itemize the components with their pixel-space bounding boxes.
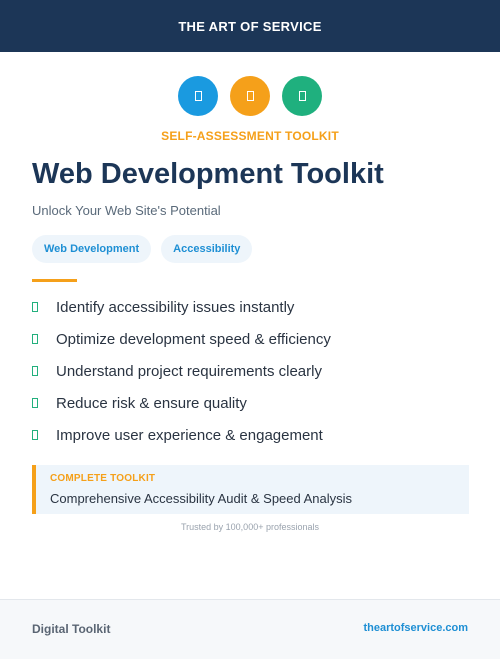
check-icon <box>32 334 38 344</box>
feature-text: Improve user experience & engagement <box>56 426 323 444</box>
eyebrow-label: SELF-ASSESSMENT TOOLKIT <box>161 129 339 143</box>
document-icon <box>247 91 254 101</box>
feature-text: Optimize development speed & efficiency <box>56 330 331 348</box>
document-icon <box>195 91 202 101</box>
accent-divider <box>32 279 77 282</box>
check-icon <box>32 302 38 312</box>
tag-accessibility: Accessibility <box>161 235 252 263</box>
footer-label: Digital Toolkit <box>32 622 111 636</box>
feature-item <box>32 323 331 355</box>
feature-item <box>32 419 331 451</box>
page-title: Web Development Toolkit <box>32 158 384 190</box>
feature-text: Identify accessibility issues instantly <box>56 298 295 316</box>
feature-text: Reduce risk & ensure quality <box>56 394 247 412</box>
document-icon <box>299 91 306 101</box>
header-bar <box>0 0 500 52</box>
website-link[interactable]: theartofservice.com <box>363 622 468 634</box>
feature-list <box>32 291 331 451</box>
callout-text: Comprehensive Accessibility Audit & Speed Analysis <box>50 491 353 506</box>
orange-circle-badge <box>230 76 270 116</box>
footer-bar <box>0 599 500 659</box>
page-subtitle: Unlock Your Web Site's Potential <box>32 203 221 218</box>
feature-text: Understand project requirements clearly <box>56 362 322 380</box>
trust-statement: Trusted by 100,000+ professionals <box>180 522 319 532</box>
green-circle-badge <box>282 76 322 116</box>
blue-circle-badge <box>178 76 218 116</box>
icon-row <box>0 76 500 116</box>
callout-label: COMPLETE TOOLKIT <box>50 473 156 484</box>
feature-item <box>32 291 331 323</box>
tag-web-development: Web Development <box>32 235 151 263</box>
check-icon <box>32 398 38 408</box>
check-icon <box>32 366 38 376</box>
check-icon <box>32 430 38 440</box>
toolkit-callout <box>32 465 469 514</box>
feature-item <box>32 387 331 419</box>
tag-list <box>32 235 252 263</box>
feature-item <box>32 355 331 387</box>
brand-title: THE ART OF SERVICE <box>178 18 322 34</box>
